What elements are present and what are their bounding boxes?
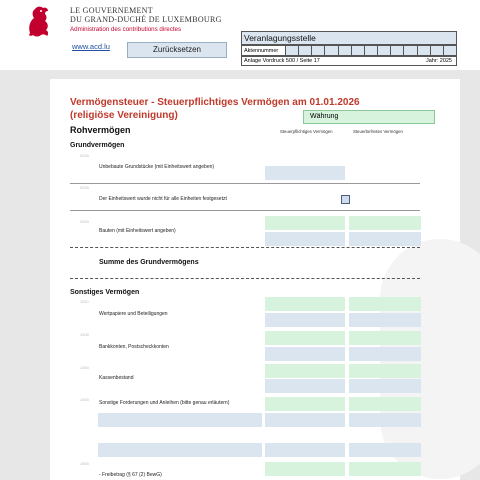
heading-sonstiges-vermoegen: Sonstiges Vermögen [70, 289, 140, 296]
input-freibetrag-steuerbefreit[interactable] [349, 462, 421, 476]
input-bauten-einheitswert-2[interactable] [349, 232, 421, 246]
form-sheet [50, 79, 460, 480]
input-bauten-einheitswert-1[interactable] [265, 232, 345, 246]
input-bauten-steuerpflichtig[interactable] [265, 216, 345, 230]
input-wertpapiere-detail-2[interactable] [349, 313, 421, 327]
row-code: 1400 [80, 397, 89, 402]
einheitswert-checkbox[interactable] [341, 195, 350, 204]
aktennummer-digit[interactable] [444, 46, 456, 55]
currency-field[interactable]: Währung [303, 110, 435, 124]
row-label: Kassenbestand [99, 375, 134, 381]
input-wertpapiere-steuerbefreit[interactable] [349, 297, 421, 311]
input-bankkonten-steuerpflichtig[interactable] [265, 331, 345, 345]
form-title-line-2: (religiöse Vereinigung) [70, 110, 178, 121]
header-bar [0, 0, 480, 70]
anlage-label: Anlage Vordruck 500 / Seite 17 [244, 58, 320, 64]
gov-line-1: LE GOUVERNEMENT [70, 6, 153, 15]
aktennummer-digit[interactable] [352, 46, 365, 55]
input-wertpapiere-detail-1[interactable] [265, 313, 345, 327]
row-label: - Freibetrag (§ 67 (2) BewG) [99, 472, 162, 478]
row-code: 0100 [80, 153, 89, 158]
row-code: 1200 [80, 332, 89, 337]
aktennummer-digit[interactable] [418, 46, 431, 55]
lion-emblem-icon [24, 3, 52, 39]
row-label: Der Einheitswert wurde nicht für alle Einheiten festgesetzt [99, 196, 227, 202]
section-title-rohvermoegen: Rohvermögen [70, 125, 131, 135]
row-label: Sonstige Forderungen und Anleihen (bitte genau erläutern) [99, 400, 230, 406]
row-code: 0200 [80, 185, 89, 190]
aktennummer-digit[interactable] [365, 46, 378, 55]
input-forderungen-betrag-1[interactable] [265, 413, 345, 427]
divider [70, 278, 420, 279]
aktennummer-digit[interactable] [339, 46, 352, 55]
input-forderungen-erlaeuterung-1[interactable] [98, 413, 262, 427]
aktennummer-digit[interactable] [325, 46, 338, 55]
input-bankkonten-steuerbefreit[interactable] [349, 331, 421, 345]
input-kassenbestand-detail-1[interactable] [265, 379, 345, 393]
reset-button[interactable]: Zurücksetzen [127, 42, 227, 58]
aktennummer-row [241, 45, 457, 56]
aktennummer-digit[interactable] [391, 46, 404, 55]
form-title-line-1: Vermögensteuer - Steuerpflichtiges Vermögen am 01.01.2026 [70, 97, 360, 108]
input-kassenbestand-steuerpflichtig[interactable] [265, 364, 345, 378]
row-label: Unbebaute Grundstücke (mit Einheitswert angeben) [99, 164, 215, 170]
veranlagungsstelle-field[interactable]: Veranlagungsstelle [241, 31, 457, 45]
anlage-row [241, 56, 457, 66]
input-forderungen-steuerbefreit[interactable] [349, 397, 421, 411]
input-wertpapiere-steuerpflichtig[interactable] [265, 297, 345, 311]
acd-website-link[interactable]: www.acd.lu [72, 42, 110, 51]
input-forderungen-erlaeuterung-2[interactable] [98, 443, 262, 457]
aktennummer-digit[interactable] [286, 46, 299, 55]
sum-label-grundvermoegen: Summe des Grundvermögens [99, 259, 199, 266]
input-bankkonten-detail-1[interactable] [265, 347, 345, 361]
aktennummer-digit[interactable] [404, 46, 417, 55]
row-code: 0300 [80, 219, 89, 224]
heading-grundvermoegen: Grundvermögen [70, 142, 125, 149]
row-code: 1300 [80, 365, 89, 370]
input-bauten-steuerbefreit[interactable] [349, 216, 421, 230]
divider [70, 210, 420, 211]
input-kassenbestand-detail-2[interactable] [349, 379, 421, 393]
input-forderungen-steuerpflichtig[interactable] [265, 397, 345, 411]
row-label: Bankkonten, Postscheckkonten [99, 344, 169, 350]
input-forderungen-befreit-2[interactable] [349, 443, 421, 457]
row-label: Bauten (mit Einheitswert angeben) [99, 228, 176, 234]
divider [70, 247, 420, 248]
input-kassenbestand-steuerbefreit[interactable] [349, 364, 421, 378]
input-forderungen-befreit-1[interactable] [349, 413, 421, 427]
col-header-steuerbefreit: Steuerbefreites Vermögen [353, 129, 403, 134]
aktennummer-label: Aktennummer [242, 46, 286, 55]
row-code: 1100 [80, 299, 89, 304]
input-freibetrag-steuerpflichtig[interactable] [265, 462, 345, 476]
divider [70, 183, 420, 184]
row-code: 1500 [80, 461, 89, 466]
input-forderungen-betrag-2[interactable] [265, 443, 345, 457]
aktennummer-digit[interactable] [378, 46, 391, 55]
row-label: Wertpapiere und Beteiligungen [99, 311, 168, 317]
aktennummer-digit[interactable] [431, 46, 444, 55]
col-header-steuerpflichtig: Steuerpflichtiges Vermögen [280, 129, 333, 134]
aktennummer-digit[interactable] [312, 46, 325, 55]
aktennummer-digit[interactable] [299, 46, 312, 55]
gov-line-3: Administration des contributions directes [70, 26, 182, 33]
gov-line-2: DU GRAND-DUCHÉ DE LUXEMBOURG [70, 15, 222, 24]
input-unbebaute-grundstuecke[interactable] [265, 166, 345, 180]
input-bankkonten-detail-2[interactable] [349, 347, 421, 361]
jahr-label: Jahr: 2025 [426, 58, 452, 64]
